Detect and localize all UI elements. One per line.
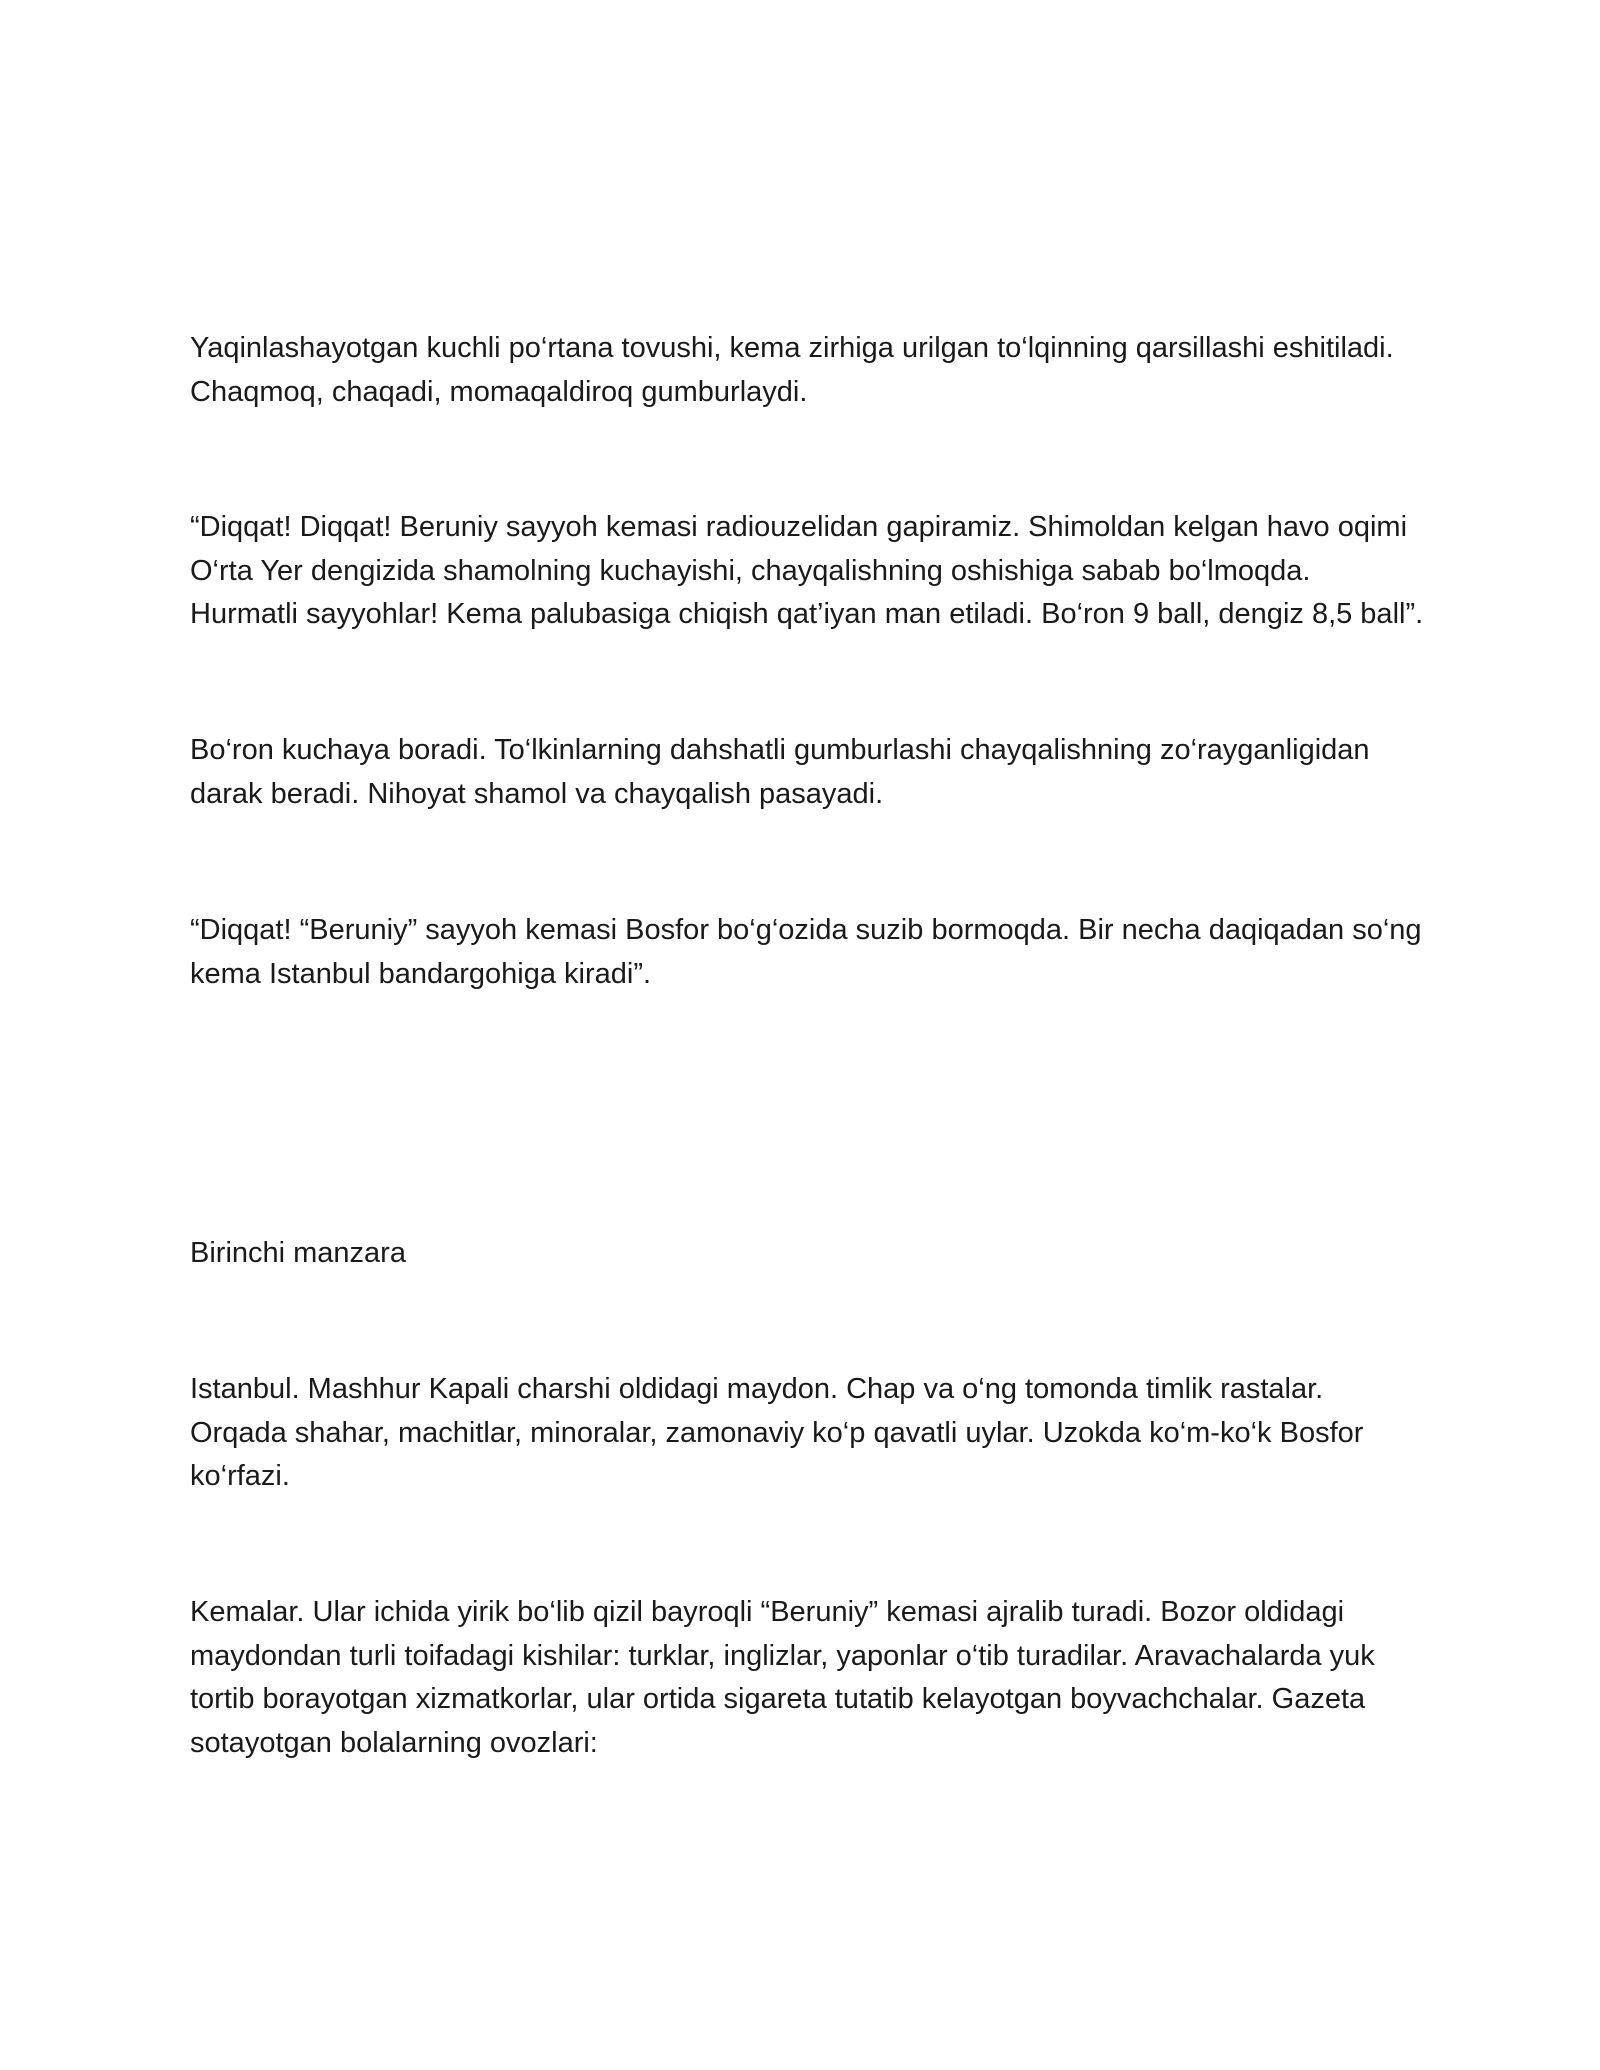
paragraph-bosphorus-announcement: “Diqqat! “Beruniy” sayyoh kemasi Bosfor bo‘g‘ozida suzib bormoqda. Bir necha daqiqadan so‘ng kema Istanbul bandargohiga kiradi”.	[190, 914, 1422, 990]
paragraph-ships-and-crowd: Kemalar. Ular ichida yirik bo‘lib qizil bayroqli “Beruniy” kemasi ajralib turadi. Bozor oldidagi maydondan turli toifadagi kishilar: turklar, inglizlar, yaponlar o‘tib turadilar. Aravachalarda yuk tortib borayotgan xizmatkorlar, ular ortida sigareta tutatib kelayotgan boyvachchalar. Gazeta sotayotgan bolalarning ovozlari:	[190, 1596, 1375, 1759]
paragraph-istanbul-square: Istanbul. Mashhur Kapali charshi oldidagi maydon. Chap va o‘ng tomonda timlik rastalar. Orqada shahar, machitlar, minoralar, zamonaviy ko‘p qavatli uylar. Uzokda ko‘m-ko‘k Bosfor ko‘rfazi.	[190, 1373, 1364, 1492]
scene-heading: Birinchi manzara	[190, 1237, 406, 1269]
paragraph-radio-announcement: “Diqqat! Diqqat! Beruniy sayyoh kemasi radiouzelidan gapiramiz. Shimoldan kelgan havo oqimi O‘rta Yer dengizida shamolning kuchayishi, chayqalishning oshishiga sabab bo‘lmoqda. Hurmatli sayyohlar! Kema palubasiga chiqish qat’iyan man etiladi. Bo‘ron 9 ball, dengiz 8,5 ball”.	[190, 511, 1424, 630]
paragraph-storm-intensifies: Bo‘ron kuchaya boradi. To‘lkinlarning dahshatli gumburlashi chayqalishning zo‘rayganligidan darak beradi. Nihoyat shamol va chayqalish pasayadi.	[190, 734, 1370, 810]
paragraph-storm-sounds: Yaqinlashayotgan kuchli po‘rtana tovushi, kema zirhiga urilgan to‘lqinning qarsillashi eshitiladi. Chaqmoq, chaqadi, momaqaldiroq gumburlaydi.	[190, 332, 1394, 408]
